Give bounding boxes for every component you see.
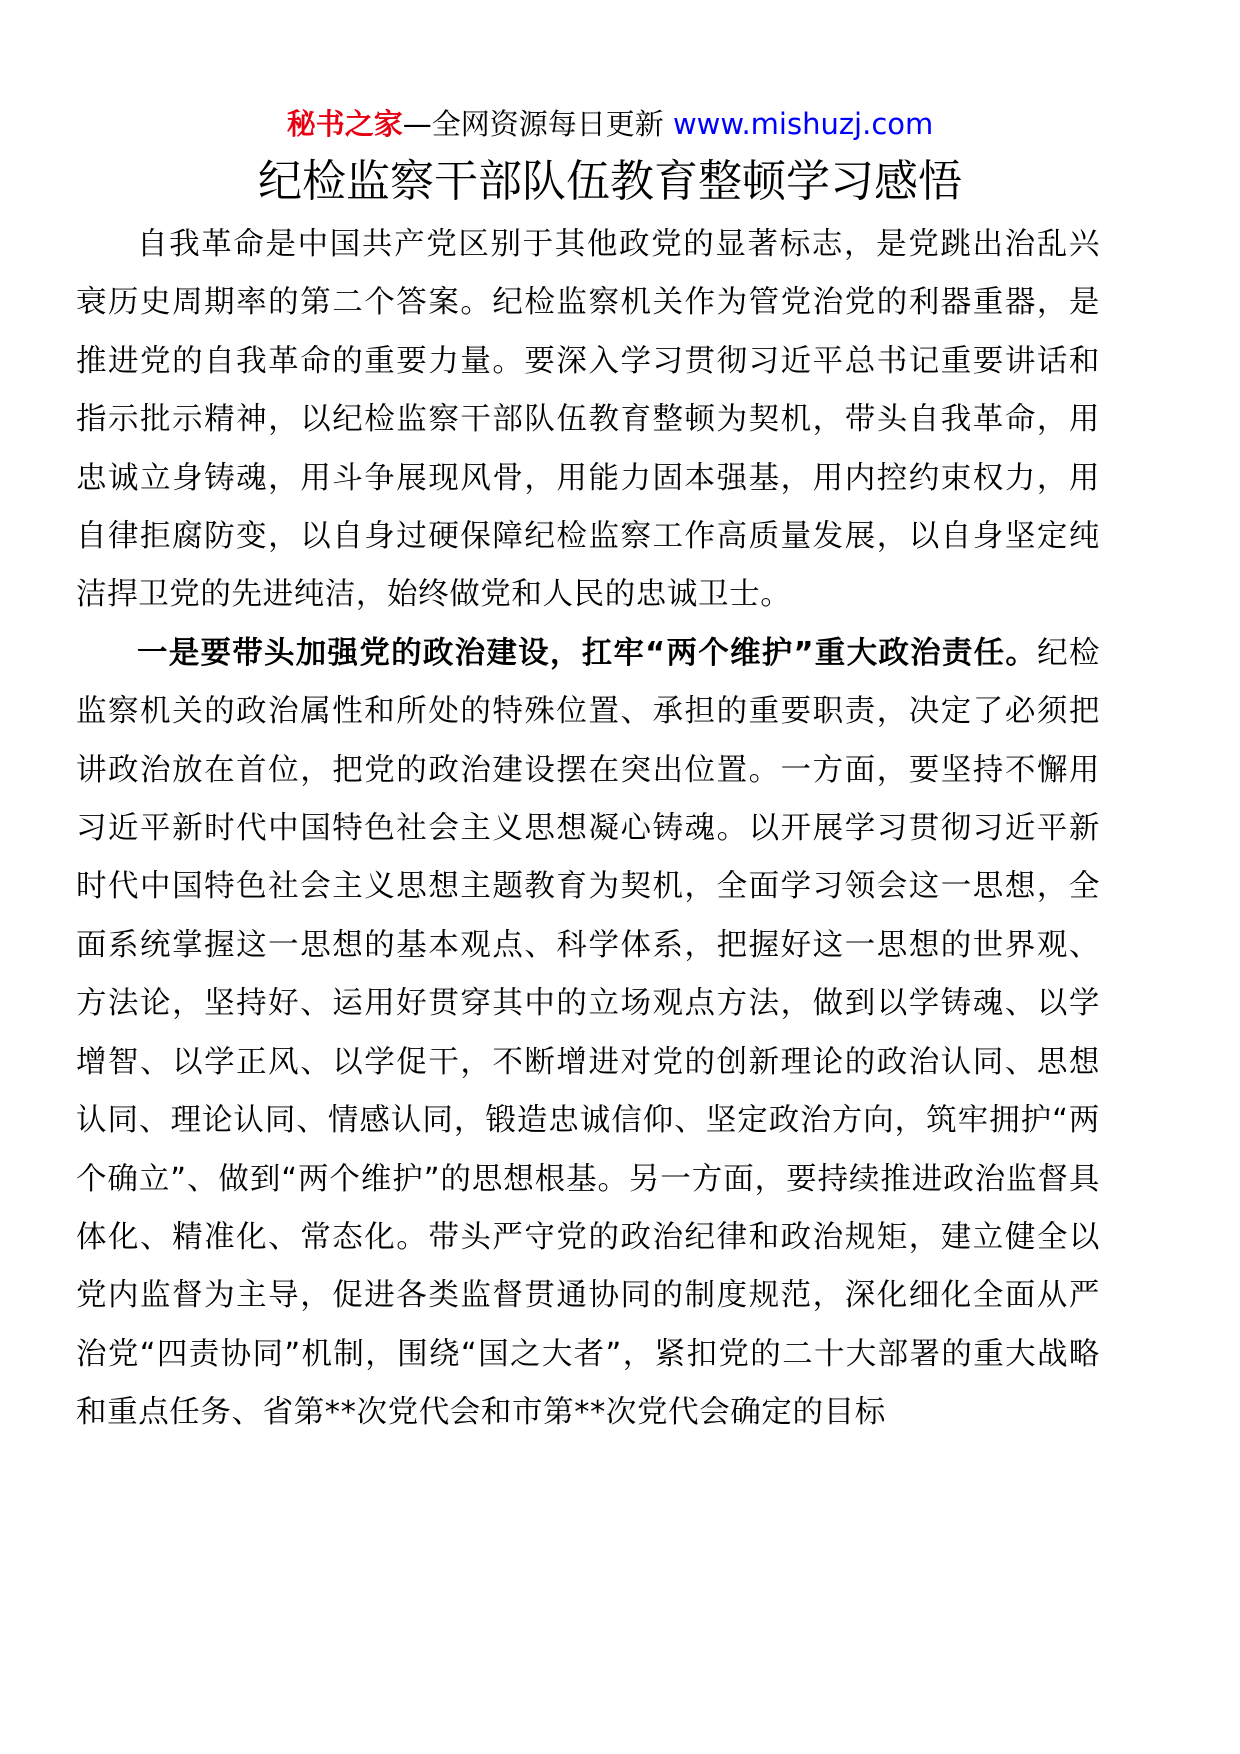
header-tagline: —全网资源每日更新 <box>402 107 673 141</box>
document-title: 纪检监察干部队伍教育整顿学习感悟 <box>258 156 962 207</box>
paragraph-text: 纪检监察机关的政治属性和所处的特殊位置、承担的重要职责，决定了必须把讲政治放在首位，把党的政治建设摆在突出位置。一方面，要坚持不懈用习近平新时代中国特色社会主义思想凝心铸魂。以开展学习贯彻习近平新时代中国特色社会主义思想主题教育为契机，全面学习领会这一思想，全面系统掌握这一思想的基本观点、科学体系，把握好这一思想的世界观、方法论，坚持好、运用好贯穿其中的立场观点方法，做到以学铸魂、以学增智、以学正风、以学促干，不断增进对党的创新理论的政治认同、思想认同、理论认同、情感认同，锻造忠诚信仰、坚定政治方向，筑牢拥护“两个确立”、做到“两个维护”的思想根基。另一方面，要持续推进政治监督具体化、精准化、常态化。带头严守党的政治纪律和政治规矩，建立健全以党内监督为主导，促进各类监督贯通协同的制度规范，深化细化全面从严治党“四责协同”机制，围绕“国之大者”，紧扣党的二十大部署的重大战略和重点任务、省第**次党代会和市第**次党代会确定的目标 <box>76 635 1101 1431</box>
site-url-link[interactable]: www.mishuzj.com <box>672 107 934 141</box>
brand-name: 秘书之家 <box>286 107 403 141</box>
paragraph-text: 自我革命是中国共产党区别于其他政党的显著标志，是党跳出治乱兴衰历史周期率的第二个答案。纪检监察机关作为管党治党的利器重器，是推进党的自我革命的重要力量。要深入学习贯彻习近平总书记重要讲话和指示批示精神，以纪检监察干部队伍教育整顿为契机，带头自我革命，用忠诚立身铸魂，用斗争展现风骨，用能力固本强基，用内控约束权力，用自律拒腐防变，以自身过硬保障纪检监察工作高质量发展，以自身坚定纯洁捍卫党的先进纯洁，始终做党和人民的忠诚卫士。 <box>76 227 1100 613</box>
paragraph-intro <box>76 216 1100 625</box>
site-header <box>76 104 1100 144</box>
document-body <box>76 216 1100 1443</box>
paragraph-lead: 一是要带头加强党的政治建设，扛牢“两个维护”重大政治责任。 <box>137 635 1038 671</box>
paragraph-point-one <box>76 625 1100 1443</box>
